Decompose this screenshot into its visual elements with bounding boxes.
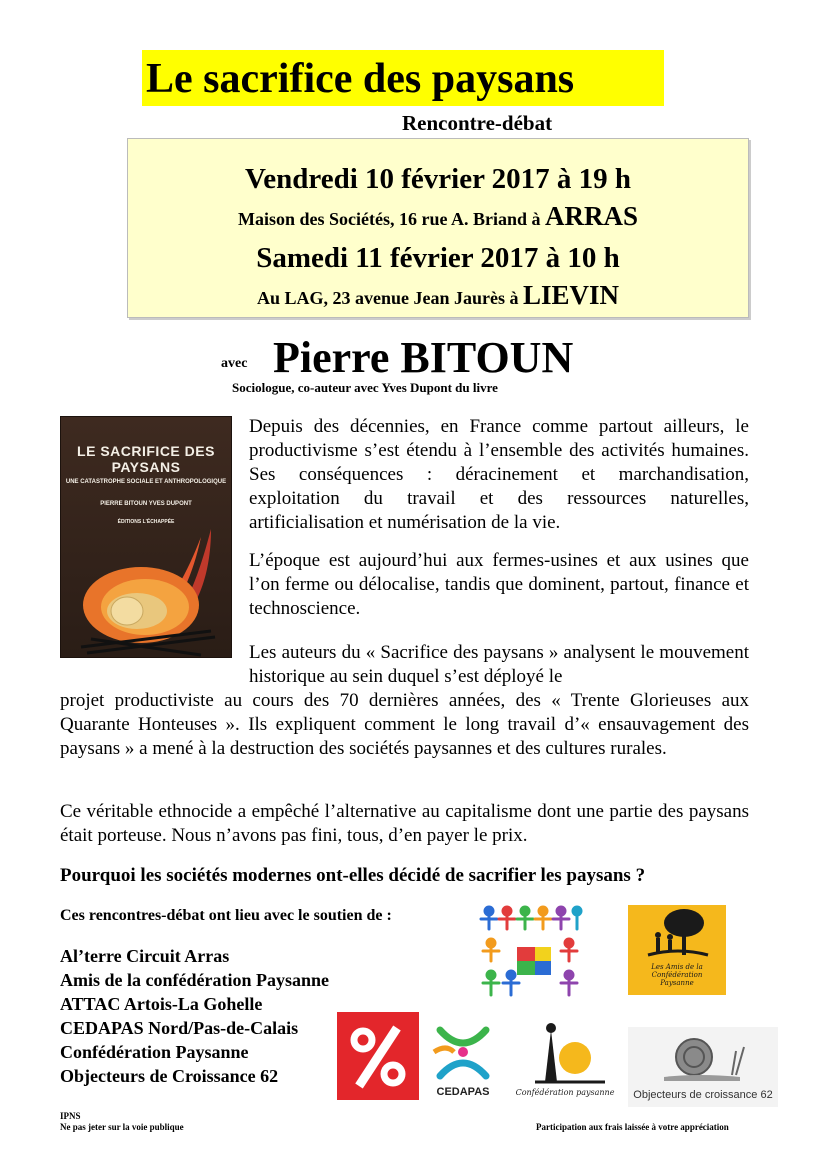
event-1-city: ARRAS [545, 201, 639, 231]
amis-logo-line-3: Paysanne [660, 979, 694, 987]
amis-confederation-logo [628, 905, 726, 995]
cedapas-symbol-icon [430, 1022, 496, 1084]
partner-list [60, 944, 329, 1088]
key-question: Pourquoi les sociétés modernes ont-elles décidé de sacrifier les paysans ? [60, 865, 646, 886]
book-cover-title: LE SACRIFICE DES PAYSANS [77, 443, 215, 475]
snail-icon [628, 1027, 778, 1087]
book-cover-publisher: ÉDITIONS L'ÉCHAPPÉE [117, 519, 175, 525]
amis-logo-line-1: Les Amis de la [651, 963, 703, 971]
book-cover [60, 416, 232, 658]
book-cover-authors: PIERRE BITOUN YVES DUPONT [100, 501, 192, 507]
participation-notice: Participation aux frais laissée à votre appréciation [536, 1122, 729, 1132]
cedapas-logo-text: CEDAPAS [436, 1086, 490, 1098]
event-2-city: LIEVIN [522, 280, 620, 310]
speaker-name: Pierre BITOUN [273, 333, 574, 382]
percent-icon [337, 1012, 419, 1100]
event-1-place [128, 201, 748, 232]
partner-item: Amis de la confédération Paysanne [60, 970, 329, 990]
partner-item: Objecteurs de Croissance 62 [60, 1066, 279, 1086]
ipns-label: IPNS [60, 1111, 81, 1121]
event-2-date: Samedi 11 février 2017 à 10 h [256, 242, 620, 274]
partner-item: Confédération Paysanne [60, 1042, 249, 1062]
alterre-people-logo [477, 903, 587, 1003]
disposal-notice: Ne pas jeter sur la voie publique [60, 1122, 184, 1132]
support-intro: Ces rencontres-débat ont lieu avec le soutien de : [60, 907, 392, 924]
partner-item: CEDAPAS Nord/Pas-de-Calais [60, 1018, 299, 1038]
page-title: Le sacrifice des paysans [146, 56, 575, 102]
paragraph-3-start: Les auteurs du « Sacrifice des paysans » analysent le mouvement historique au sein duquel s’est déployé le [249, 642, 749, 687]
confederation-paysanne-logo [515, 1020, 615, 1106]
objecteurs-logo-text: Objecteurs de croissance 62 [633, 1089, 773, 1101]
attac-logo [337, 1012, 419, 1100]
speaker-prefix: avec [221, 356, 248, 371]
amis-logo-line-2: Confédération [651, 971, 703, 979]
paragraph-2: L’époque est aujourd’hui aux fermes-usines et aux usines que l’on ferme ou délocalise, tandis que dominent, partout, finance et technoscience. [249, 550, 749, 619]
paragraph-3-end: projet productiviste au cours des 70 dernières années, des « Trente Glorieuses aux Quarante Honteuses ». Ils expliquent comment le long travail d’« ensauvagement des paysans » a mené à la destruction des sociétés paysannes et des cultures rurales. [60, 690, 749, 759]
cedapas-logo [430, 1022, 496, 1106]
event-1-address: Maison des Sociétés, 16 rue A. Briand à [237, 209, 545, 229]
tree-figures-icon [628, 905, 726, 965]
event-dates-box [127, 138, 749, 318]
book-cover-subtitle: UNE CATASTROPHE SOCIALE ET ANTHROPOLOGIQUE [65, 479, 227, 485]
burning-hay-bale-illustration [61, 527, 232, 658]
event-2-address: Au LAG, 23 avenue Jean Jaurès à [256, 288, 523, 308]
event-2-place [128, 280, 748, 311]
partner-item: Al’terre Circuit Arras [60, 946, 230, 966]
farmer-sun-icon [515, 1020, 615, 1086]
paragraph-1: Depuis des décennies, en France comme partout ailleurs, le productivisme s’est étendu à l’ensemble des activités humaines. Ses conséquences : déracinement et marchandisation, exploitation du travail et des ressources naturelles, artificialisation et numérisation de la vie. [249, 416, 749, 533]
page-subtitle: Rencontre-débat [402, 111, 553, 135]
speaker-role: Sociologue, co-auteur avec Yves Dupont du livre [232, 380, 498, 395]
confederation-logo-text: Confédération paysanne [515, 1088, 615, 1097]
event-1-date: Vendredi 10 février 2017 à 19 h [244, 163, 632, 195]
paragraph-4: Ce véritable ethnocide a empêché l’alternative au capitalisme dont une partie des paysans était porteuse. Nous n’avons pas fini, tous, d’en payer le prix. [60, 801, 749, 846]
partner-item: ATTAC Artois-La Gohelle [60, 994, 263, 1014]
objecteurs-croissance-logo [628, 1027, 778, 1107]
